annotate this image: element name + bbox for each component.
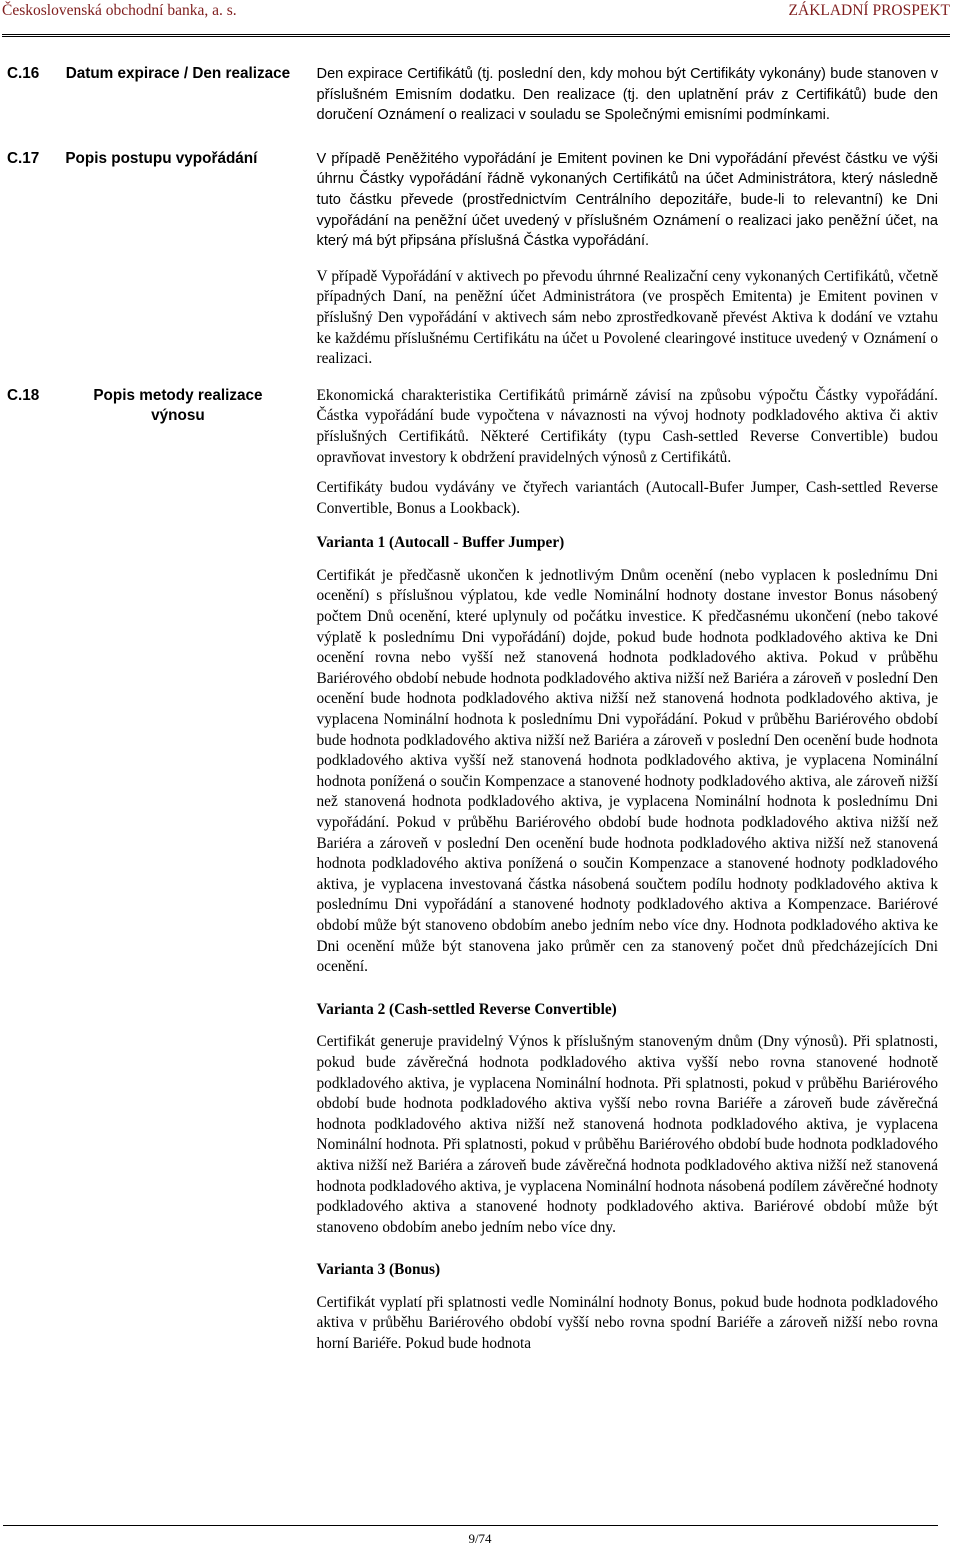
table-row-c18 [3, 380, 938, 1365]
row-label: Datum expirace / Den realizace [65, 65, 291, 82]
table-row-c17 [3, 136, 938, 380]
paragraph: Certifikáty budou vydávány ve čtyřech variantách (Autocall-Bufer Jumper, Cash-settled Reverse Convertible, Bonus a Lookback). [316, 479, 938, 517]
header-rule [2, 34, 950, 37]
row-body [291, 380, 938, 1365]
row-label: Popis metody realizace výnosu [93, 386, 263, 425]
variant-heading: Varianta 1 (Autocall - Buffer Jumper) [316, 534, 565, 552]
page-header [2, 2, 950, 22]
paragraph: V případě Peněžitého vypořádání je Emitent povinen ke Dni vypořádání převést částku ve výši úhrnu Částky vypořádání řádně vykonaných Certifikátů na účet Administrátora, který následně tuto částku převede (prostřednictvím Centrálního depozitáře, bude-li to relevantní) ke Dni vypořádání na peněžní účet uvedený v příslušném Oznámení o realizaci jako peněžní účet, na který má být připsána příslušná Částka vypořádání. [316, 150, 938, 250]
row-body [291, 136, 938, 380]
row-label: Popis postupu vypořádání [65, 149, 258, 167]
row-body [291, 57, 938, 136]
paragraph: Den expirace Certifikátů (tj. poslední den, kdy mohou být Certifikáty vykonány) bude stanoven v příslušném Emisním dodatku. Den realizace (tj. den uplatnění práv z Certifikátů) bude den doručení Oznámení o realizaci v souladu se Společnými emisními podmínkami. [316, 66, 938, 124]
header-bank-name: Československá obchodní banka, a. s. [2, 2, 237, 19]
table-row-c16 [3, 57, 938, 136]
page-number: 9/74 [468, 1531, 492, 1546]
paragraph: Ekonomická charakteristika Certifikátů primárně závisí na způsobu výpočtu Částky vypořádání. Částka vypořádání bude vypočtena v návaznosti na vývoj hodnoty podkladového aktiva či aktiv příslušných Certifikátů. Některé Certifikáty (typu Cash-settled Reverse Convertible) budou opravňovat investory k obdržení pravidelných výnosů z Certifikátů. [316, 386, 938, 466]
header-document-title: ZÁKLADNÍ PROSPEKT [788, 2, 950, 19]
row-code: C.18 [7, 386, 40, 404]
footer-rule [3, 1525, 938, 1526]
variant-heading: Varianta 2 (Cash-settled Reverse Convertible) [316, 1000, 617, 1018]
row-code: C.16 [7, 65, 40, 82]
variant-text: Certifikát je předčasně ukončen k jednotlivým Dnům ocenění (nebo vyplacen k poslednímu Dni ocenění) s příslušnou výplatou, kde vedle Nominální hodnoty dostane investor Bonus násobený počtem Dnů ocenění, které uplynuly od počátku investice. K předčasnému ukončení (nebo takové výplatě k poslednímu Dni vypořádání) dojde, pokud bude hodnota podkladového aktiva ke Dni ocenění rovna nebo vyšší než stanovená hodnota podkladového aktiva. Pokud v průběhu Bariérového období nebude hodnota podkladového aktiva nižší než Bariéra a zároveň v poslední Den ocenění bude hodnota podkladového aktiva nižší než stanovená hodnota podkladového aktiva, je vyplacena Nominální hodnota k poslednímu Dni vypořádání. Pokud v průběhu Bariérového období bude hodnota podkladového aktiva nižší než Bariéra a zároveň v poslední Den ocenění bude hodnota podkladového aktiva vyšší než stanovená hodnota podkladového aktiva, je vyplacena Nominální hodnota ponížená o součin Kompenzace a stanovené hodnoty podkladového aktiva, ale zároveň nižší než stanovená hodnota podkladového aktiva, je vyplacena Nominální hodnota k poslednímu Dni vypořádání. Pokud v průběhu Bariérového období bude hodnota podkladového aktiva nižší než Bariéra a zároveň v poslední Den ocenění bude hodnota podkladového aktiva nižší než stanovená hodnota podkladového aktiva ponížená o součin Kompenzace a stanovené hodnoty podkladového aktiva, je vyplacena investovaná částka násobená součtem podílu hodnoty podkladového aktiva k poslednímu Dni vypořádání a stanovené hodnoty podkladového aktiva a Kompenzace. Bariérové období může být stanoveno obdobím anebo jedním nebo více dny. Hodnota podkladového aktiva ke Dni ocenění může být stanovena jako průměr cen za stanovený počet dnů předcházejících Dni ocenění. [316, 566, 938, 976]
variant-text: Certifikát generuje pravidelný Výnos k příslušným stanoveným dnům (Dny výnosů). Při splatnosti, pokud bude závěrečná hodnota podkladového aktiva vyšší nebo rovna stanovené hodnotě podkladového aktiva, je vyplacena Nominální hodnota. Při splatnosti, pokud v průběhu Bariérového období bude hodnota podkladového aktiva vyšší nebo rovna Bariéře a zároveň bude závěrečná hodnota podkladového aktiva nižší než stanovená hodnota podkladového aktiva, je vyplacena Nominální hodnota. Při splatnosti, pokud v průběhu Bariérového období bude hodnota podkladového aktiva nižší než Bariéra a zároveň bude závěrečná hodnota podkladového aktiva nižší než stanovená hodnota podkladového aktiva, je vyplacena Nominální hodnota násobená podílem závěrečné hodnoty podkladového aktiva a stanovené hodnoty podkladového aktiva. Bariérové období může být stanoveno obdobím anebo jedním nebo více dny. [316, 1033, 938, 1236]
variant-heading: Varianta 3 (Bonus) [316, 1261, 441, 1279]
variant-text: Certifikát vyplatí při splatnosti vedle Nominální hodnoty Bonus, pokud bude hodnota podkladového aktiva v průběhu Bariérového období vyšší nebo rovna spodní Bariéře a zároveň nižší nebo rovna horní Bariéře. Pokud bude hodnota [316, 1293, 938, 1353]
paragraph: V případě Vypořádání v aktivech po převodu úhrnné Realizační ceny vykonaných Certifikátů, včetně případných Daní, na peněžní účet Administrátora (ve prospěch Emitenta) je Emitent povinen v příslušný Den vypořádání v aktivech sám nebo zprostředkovaně převést Aktiva k dodání ve vztahu ke každému příslušnému Certifikátu na účet u Povolené clearingové instituce uvedený v Oznámení o realizaci. [316, 267, 938, 368]
prospectus-table [3, 57, 938, 1365]
row-code: C.17 [7, 149, 40, 167]
